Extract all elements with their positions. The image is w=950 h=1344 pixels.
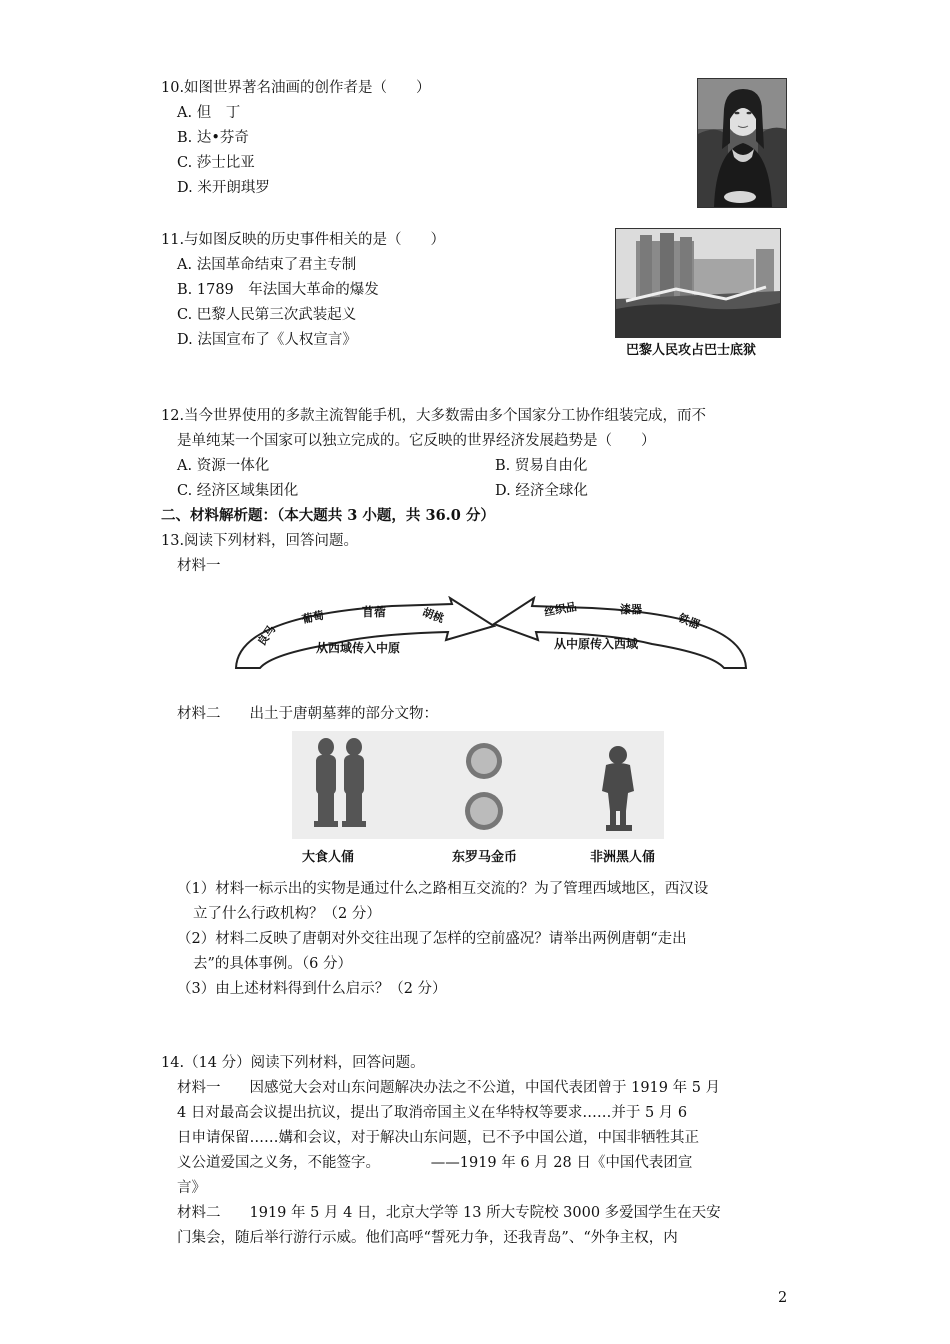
q12-option-c: C. 经济区域集团化 (177, 483, 299, 499)
item-good-horse: 良马 (254, 622, 279, 649)
page-number: 2 (778, 1290, 788, 1306)
q13-sub1-line1: （1）材料一标示出的实物是通过什么之路相互交流的？为了管理西域地区，西汉设 (177, 881, 709, 897)
q14-material2-line2: 门集会，随后举行游行示威。他们高呼“誓死力争，还我青岛”、“外争主权，内 (177, 1230, 678, 1246)
bastille-caption: 巴黎人民攻占巴士底狱 (626, 343, 757, 358)
q13-material2-label: 材料二 出土于唐朝墓葬的部分文物： (177, 706, 438, 722)
q10-option-a: A. 但 丁 (177, 105, 241, 121)
q11-option-d: D. 法国宣布了《人权宣言》 (177, 332, 357, 348)
artifacts-figures (292, 731, 664, 839)
q14-material1-line3: 日申请保留……媾和会议，对于解决山东问题，已不予中国公道，中国非牺牲其正 (177, 1130, 699, 1146)
left-arrow-label: 从西域传入中原 (316, 641, 401, 655)
q13-sub2-line2: 去”的具体事例。（6 分） (193, 956, 352, 972)
artifacts-photo (292, 731, 664, 839)
q14-material1-line2: 4 日对最高会议提出抗议，提出了取消帝国主义在华特权等要求……并于 5 月 6 (177, 1105, 688, 1121)
q11-option-b: B. 1789 年法国大革命的爆发 (177, 282, 379, 298)
q11-stem: 11.与如图反映的历史事件相关的是（ ） (161, 232, 446, 248)
q10-option-b: B. 达•芬奇 (177, 130, 249, 146)
item-alfalfa: 苜蓿 (362, 605, 387, 619)
q10-option-c: C. 莎士比亚 (177, 155, 255, 171)
mona-lisa-image (697, 78, 787, 208)
caption-african-figurine: 非洲黑人俑 (590, 850, 656, 865)
q14-material1-line1: 材料一 因感觉大会对山东问题解决办法之不公道，中国代表团曾于 1919 年 5 月 (177, 1080, 721, 1096)
item-lacquer: 漆器 (620, 603, 642, 616)
section-heading: 二、材料解析题：（本大题共 3 小题，共 36.0 分） (161, 507, 495, 524)
right-arrow-label: 从中原传入西域 (554, 637, 639, 651)
q12-stem-line2: 是单纯某一个国家可以独立完成的。它反映的世界经济发展趋势是（ ） (177, 433, 656, 449)
q10-option-d: D. 米开朗琪罗 (177, 180, 270, 196)
q13-sub2-line1: （2）材料二反映了唐朝对外交往出现了怎样的空前盛况？请举出两例唐朝“走出 (177, 931, 687, 947)
q11-option-a: A. 法国革命结束了君主专制 (177, 257, 357, 273)
q14-material1-line5: 言》 (177, 1180, 206, 1196)
q13-sub1-line2: 立了什么行政机构？（2 分） (193, 906, 381, 922)
item-iron: 铁器 (676, 611, 702, 632)
caption-roman-coin: 东罗马金币 (452, 850, 518, 865)
bastille-image (615, 228, 781, 338)
q10-stem: 10.如图世界著名油画的创作者是（ ） (161, 80, 431, 96)
q12-stem-line1: 12.当今世界使用的多款主流智能手机，大多数需由多个国家分工协作组装完成，而不 (161, 408, 707, 424)
q13-material1-label: 材料一 (177, 558, 221, 574)
q12-option-d: D. 经济全球化 (495, 483, 588, 499)
item-walnut: 胡桃 (420, 605, 446, 626)
item-grape: 葡萄 (300, 608, 326, 627)
q11-option-c: C. 巴黎人民第三次武装起义 (177, 307, 357, 323)
q12-option-a: A. 资源一体化 (177, 458, 270, 474)
q14-stem: 14.（14 分）阅读下列材料，回答问题。 (161, 1055, 425, 1071)
q12-option-b: B. 贸易自由化 (495, 458, 588, 474)
q13-sub3: （3）由上述材料得到什么启示？（2 分） (177, 981, 447, 997)
caption-arab-figurine: 大食人俑 (302, 850, 355, 865)
q14-material1-line4: 义公道爱国之义务，不能签字。 ——1919 年 6 月 28 日《中国代表团宣 (177, 1155, 693, 1171)
silk-road-exchange-diagram (232, 596, 752, 672)
q14-material2-line1: 材料二 1919 年 5 月 4 日，北京大学等 13 所大专院校 3000 多爱国学生在天安 (177, 1205, 721, 1221)
q13-stem: 13.阅读下列材料，回答问题。 (161, 533, 359, 549)
item-silk: 丝织品 (543, 600, 578, 619)
